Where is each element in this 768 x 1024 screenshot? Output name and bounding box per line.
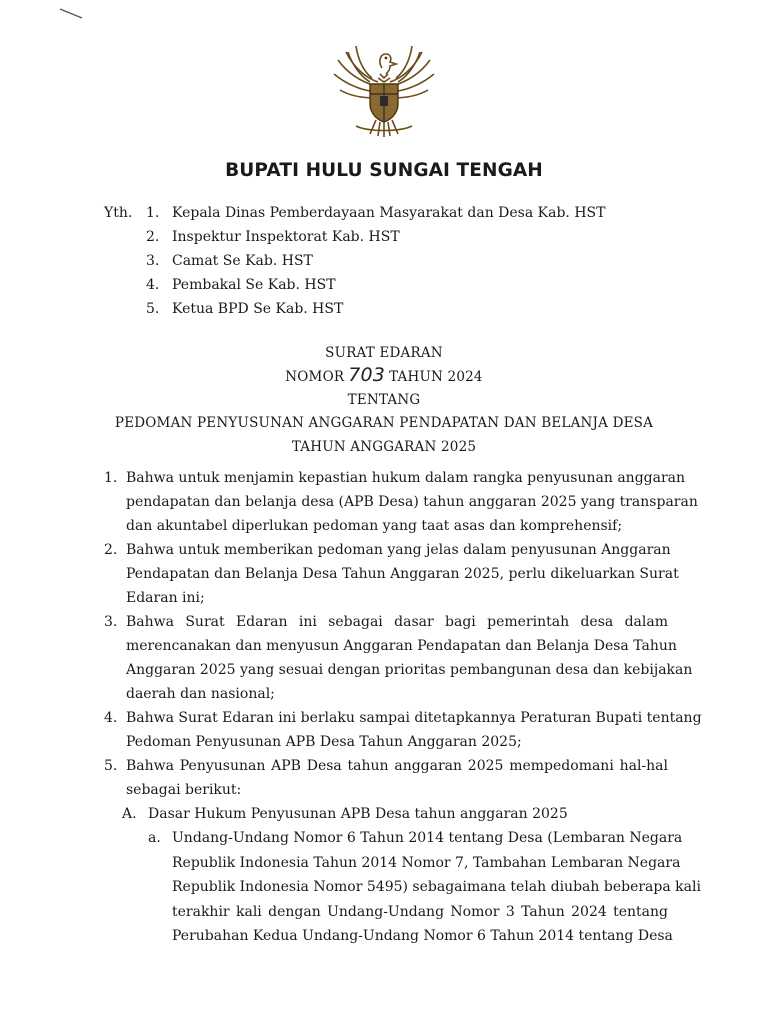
- list-item: 4. Pembakal Se Kab. HST: [146, 277, 336, 293]
- doc-type-heading: SURAT EDARAN: [325, 345, 443, 361]
- list-item: 5. Ketua BPD Se Kab. HST: [146, 301, 344, 317]
- garuda-emblem-icon: [326, 38, 442, 138]
- clause-item: 4. Bahwa Surat Edaran ini berlaku sampai ditetapkannya Peraturan Bupati tentang Pedoman Penyusunan APB Desa Tahun Anggaran 2025;: [104, 710, 702, 750]
- recipient-list: [146, 205, 605, 325]
- subject-year-heading: TAHUN ANGGARAN 2025: [291, 439, 477, 455]
- addressee-label: Yth.: [104, 205, 133, 221]
- list-item: 2. Inspektur Inspektorat Kab. HST: [146, 229, 400, 245]
- clause-item: 1. Bahwa untuk menjamin kepastian hukum dalam rangka penyusunan anggaran pendapatan dan belanja desa (APB Desa) tahun anggaran 2025 yang transparan dan akuntabel diperlukan pedoman yang taat asas dan komprehensif;: [104, 470, 698, 534]
- scan-mark: [58, 6, 88, 22]
- clause-list: [104, 466, 702, 949]
- clause-item: 2. Bahwa untuk memberikan pedoman yang jelas dalam penyusunan Anggaran Pendapatan dan Belanja Desa Tahun Anggaran 2025, perlu dikeluarkan Surat Edaran ini;: [104, 542, 679, 606]
- handwritten-number: 703: [348, 364, 386, 386]
- list-item: 1. Kepala Dinas Pemberdayaan Masyarakat dan Desa Kab. HST: [146, 205, 606, 221]
- doc-number-heading: NOMOR 703 TAHUN 2024: [285, 364, 483, 386]
- subject-heading: PEDOMAN PENYUSUNAN ANGGARAN PENDAPATAN DAN BELANJA DESA: [114, 415, 654, 431]
- clause-item: 3. Bahwa Surat Edaran ini sebagai dasar bagi pemerintah desa dalam merencanakan dan menyusun Anggaran Pendapatan dan Belanja Desa Tahun Anggaran 2025 yang sesuai dengan prioritas pembangunan desa dan kebijakan daerah dan nasional;: [104, 614, 693, 702]
- about-heading: TENTANG: [347, 392, 421, 408]
- office-title: BUPATI HULU SUNGAI TENGAH: [225, 160, 543, 181]
- legal-basis-item: a. Undang-Undang Nomor 6 Tahun 2014 tentang Desa (Lembaran Negara Republik Indonesia Tahun 2014 Nomor 7, Tambahan Lembaran Negara Republik Indonesia Nomor 5495) sebagaimana telah diubah beberapa kali terakhir kali dengan Undang-Undang Nomor 3 Tahun 2024 tentang Perubahan Kedua Undang-Undang Nomor 6 Tahun 2014 tentang Desa: [148, 830, 701, 944]
- clause-item: 5. Bahwa Penyusunan APB Desa tahun anggaran 2025 mempedomani hal-hal sebagai berikut:: [104, 758, 668, 798]
- section-a-heading: A. Dasar Hukum Penyusunan APB Desa tahun anggaran 2025: [122, 806, 568, 822]
- list-item: 3. Camat Se Kab. HST: [146, 253, 313, 269]
